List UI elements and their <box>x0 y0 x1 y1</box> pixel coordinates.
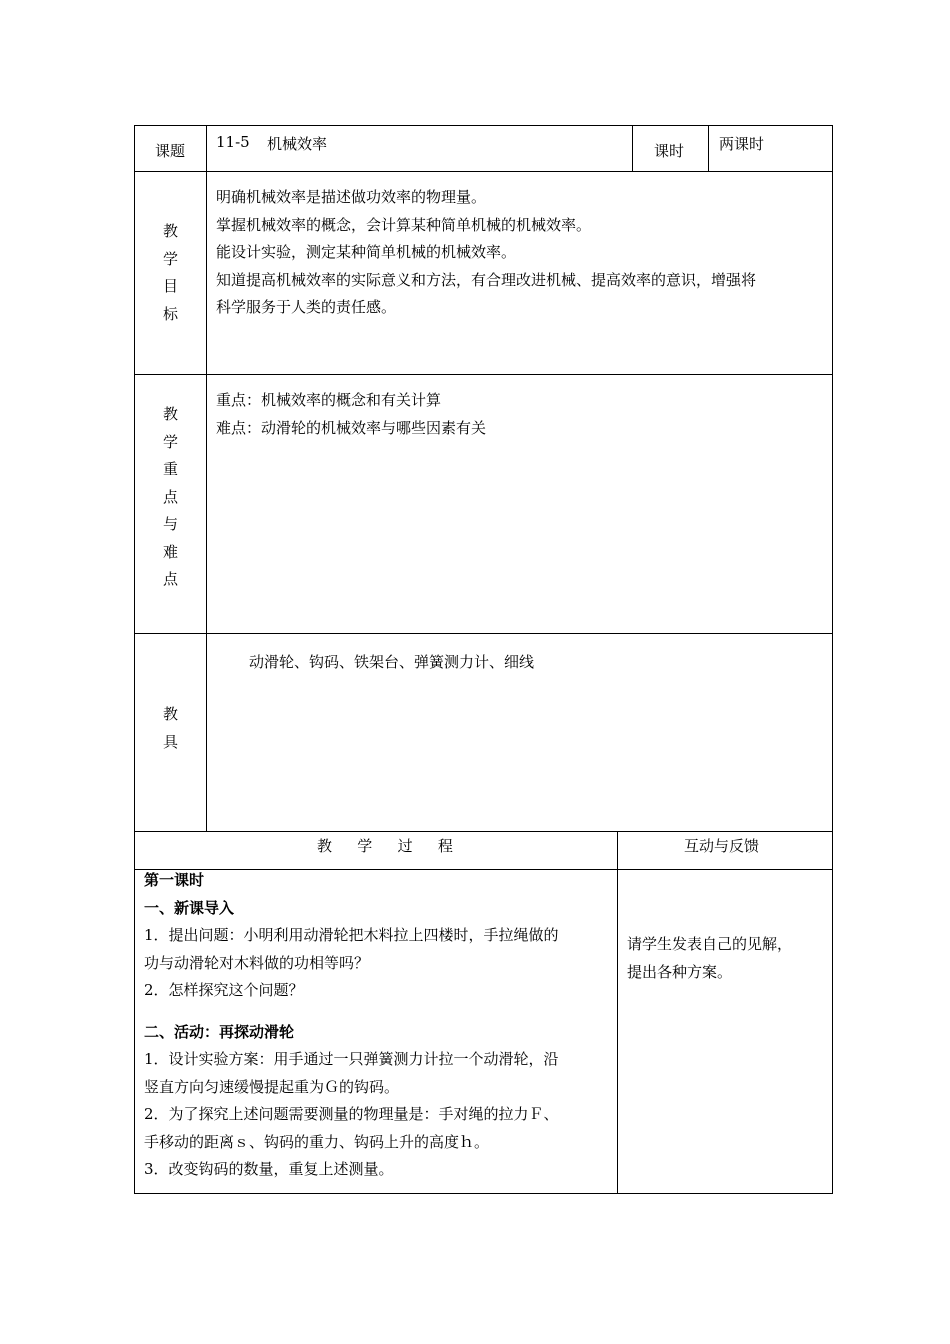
course-code: 11-5 <box>216 133 250 151</box>
difficulty-line: 难点：动滑轮的机械效率与哪些因素有关 <box>216 418 487 437</box>
objective-line: 明确机械效率是描述做功效率的物理量。 <box>216 188 487 206</box>
process-header: 教 学 过 程 <box>317 837 459 855</box>
objectives-content-cell <box>206 171 833 375</box>
process-line: 手移动的距离ｓ、钩码的重力、钩码上升的高度ｈ。 <box>144 1132 490 1151</box>
objective-line: 掌握机械效率的概念，会计算某种简单机械的机械效率。 <box>216 215 592 234</box>
feedback-line: 请学生发表自己的见解， <box>627 935 793 953</box>
process-line: 2．为了探究上述问题需要测量的物理量是：手对绳的拉力Ｆ、 <box>144 1105 559 1123</box>
process-content-cell <box>134 869 618 1194</box>
course-label-cell <box>134 125 207 172</box>
tools-label: 教 具 <box>162 705 178 751</box>
course-label: 课题 <box>155 142 186 160</box>
course-title: 机械效率 <box>267 135 328 153</box>
keypoints-content-cell <box>206 374 833 634</box>
process-line: 功与动滑轮对木料做的功相等吗？ <box>144 953 370 972</box>
process-line: 1．提出问题：小明利用动滑轮把木料拉上四楼时，手拉绳做的 <box>144 926 559 944</box>
hours-label-cell <box>632 125 709 172</box>
hours-label: 课时 <box>654 142 685 160</box>
feedback-header-cell <box>617 831 833 870</box>
feedback-line: 提出各种方案。 <box>627 962 733 981</box>
keypoints-label: 教 学 重 点 与 难 点 <box>162 405 178 588</box>
process-line: 2．怎样探究这个问题？ <box>144 981 304 999</box>
feedback-content-cell <box>617 869 833 1194</box>
keypoints-text <box>216 387 486 442</box>
section-title: 一、新课导入 <box>144 898 235 917</box>
objective-line: 能设计实验，测定某种简单机械的机械效率。 <box>216 243 517 261</box>
hours-value: 两课时 <box>719 135 765 153</box>
process-header-cell <box>134 831 618 870</box>
process-line: 3．改变钩码的数量，重复上述测量。 <box>144 1160 394 1178</box>
process-line: 竖直方向匀速缓慢提起重为Ｇ的钩码。 <box>144 1077 400 1096</box>
objective-line: 科学服务于人类的责任感。 <box>216 298 397 316</box>
key-point-line: 重点：机械效率的概念和有关计算 <box>216 391 442 409</box>
tools-text: 动滑轮、钩码、铁架台、弹簧测力计、细线 <box>249 653 535 671</box>
tools-label-cell <box>134 633 207 832</box>
hours-value-cell <box>708 125 833 172</box>
objectives-label-cell <box>134 171 207 375</box>
objective-line: 知道提高机械效率的实际意义和方法，有合理改进机械、提高效率的意识，增强将 <box>216 270 757 289</box>
tools-content-cell <box>206 633 833 832</box>
keypoints-label-cell <box>134 374 207 634</box>
feedback-text <box>627 931 792 986</box>
course-title-cell <box>206 125 633 172</box>
lesson-title: 第一课时 <box>144 871 205 889</box>
section-title: 二、活动：再探动滑轮 <box>144 1022 295 1041</box>
objectives-text <box>216 184 756 322</box>
process-line: 1．设计实验方案：用手通过一只弹簧测力计拉一个动滑轮，沿 <box>144 1050 559 1068</box>
feedback-header: 互动与反馈 <box>684 837 760 855</box>
section-gap <box>144 1005 559 1019</box>
objectives-label: 教 学 目 标 <box>162 222 178 323</box>
process-text <box>144 867 559 1184</box>
